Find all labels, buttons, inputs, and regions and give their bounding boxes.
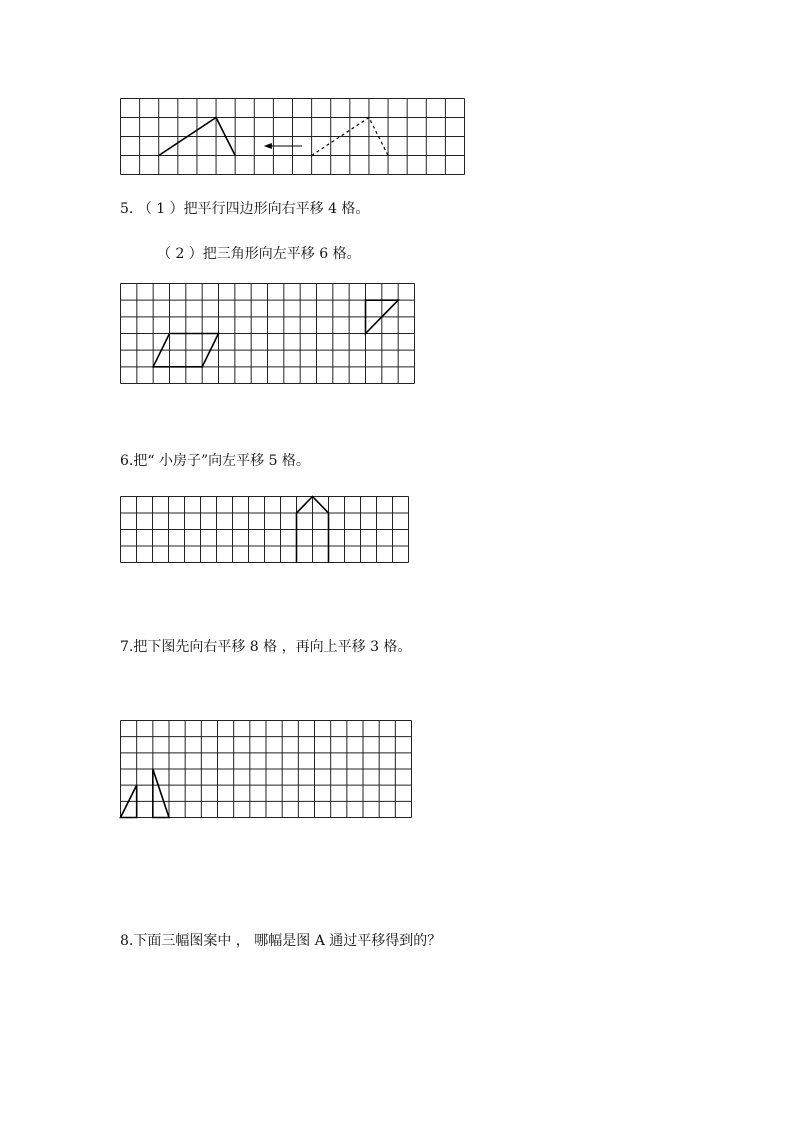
grid-lines [121,497,409,563]
question-6: 6.把“ 小房子”向左平移 5 格。 [120,453,310,469]
figure-q7-grid [120,720,412,818]
question-5-part-2: （ 2 ）把三角形向左平移 6 格。 [157,246,361,262]
grid-lines [121,284,415,384]
question-7: 7.把下图先向右平移 8 格 ，再向上平移 3 格。 [120,639,412,655]
question-8: 8.下面三幅图案中 ， 哪幅是图 A 通过平移得到的？ [120,933,442,949]
grid-lines [121,99,465,175]
figure-q5-grid [120,283,415,384]
arrowhead-icon [264,143,272,149]
question-5-part-1: 5. （ 1 ）把平行四边形向右平移 4 格。 [120,201,370,217]
figure-q6-grid [120,496,409,563]
triangle-b [153,769,169,818]
figure-translation-example [120,98,465,175]
